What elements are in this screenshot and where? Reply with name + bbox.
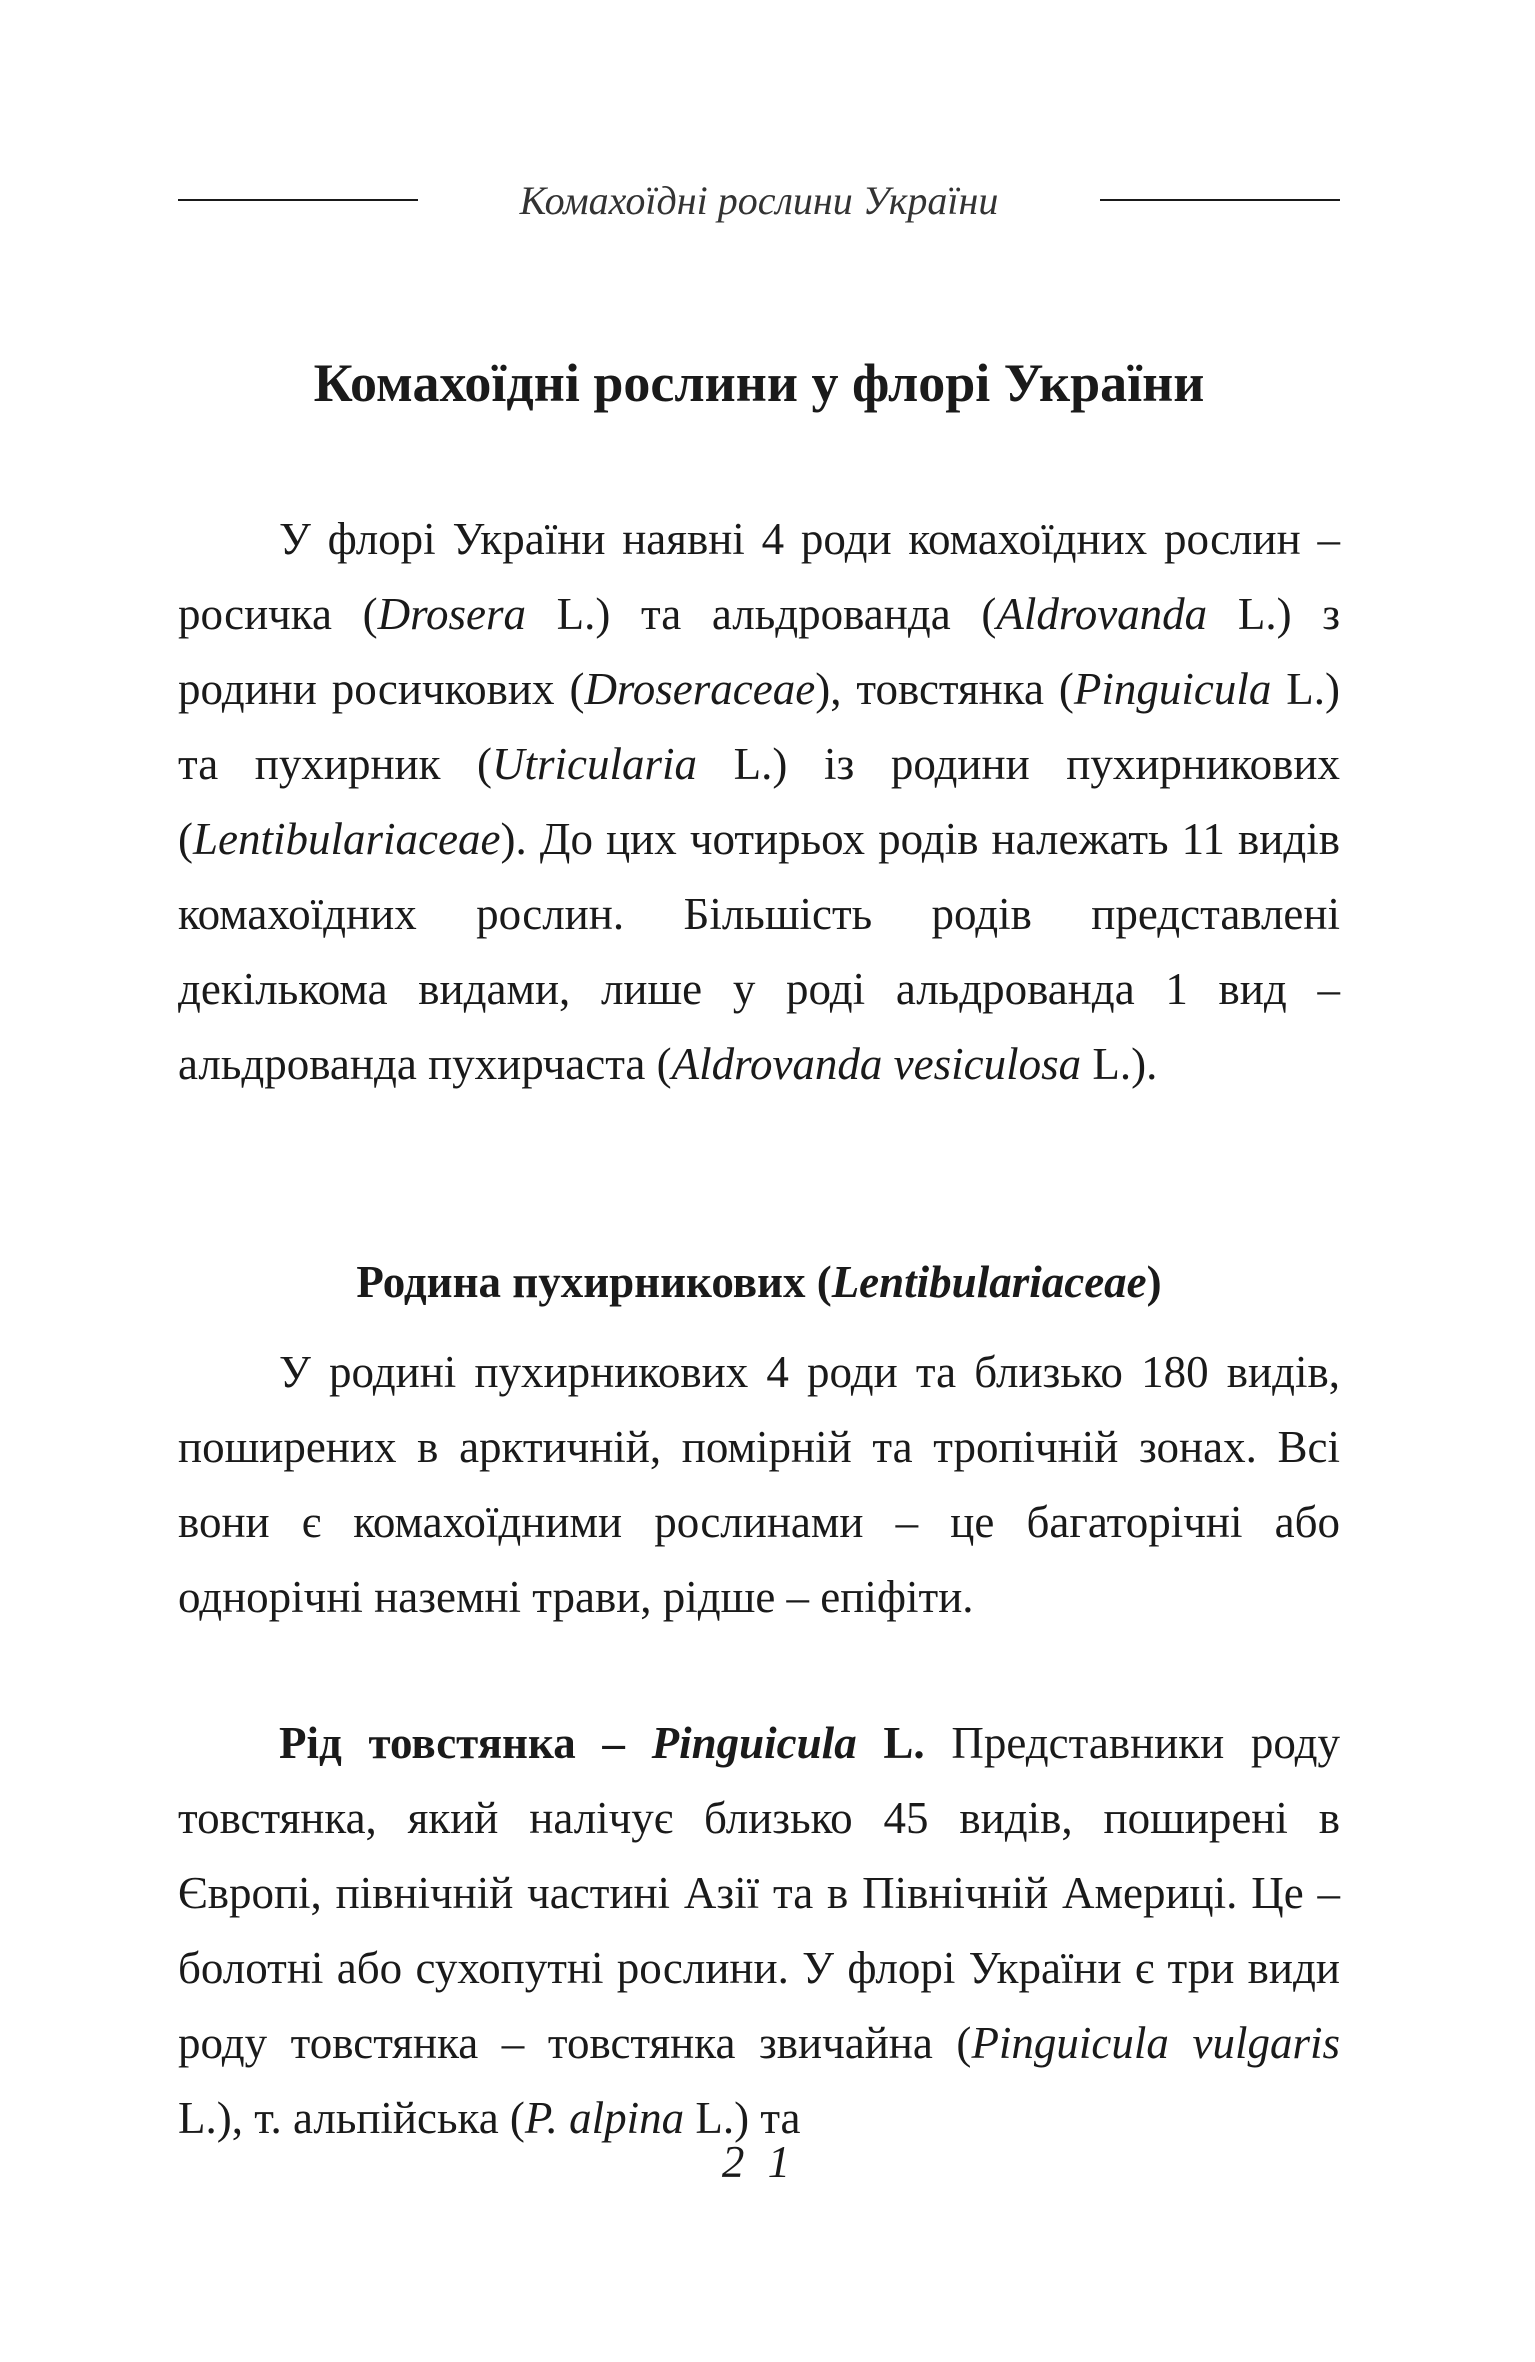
text-run: L.) та пухирник (	[178, 664, 1340, 789]
paragraph-family	[178, 1335, 1340, 1635]
text-run: L.) із родини пухирникових (	[178, 739, 1340, 864]
run-in-text: Рід товстянка –	[279, 1718, 652, 1768]
latin-name: P. alpina	[524, 2093, 685, 2143]
text-run: Представники роду товстянка, який налічує близько 45 видів, поширені в Європі, північній частині Азії та в Північній Америці. Це – болотні або сухопутні рослини. У флорі України є три види роду товстянка – товстянка звичайна (	[178, 1718, 1341, 2068]
page-number: 2 1	[721, 2137, 797, 2187]
text-run: ), товстянка (	[815, 664, 1074, 714]
latin-name: Aldrovanda	[996, 589, 1208, 639]
running-title: Комахоїдні рослини України	[519, 177, 999, 223]
heading-text: Родина пухирникових (	[356, 1257, 832, 1307]
page-title: Комахоїдні рослини у флорі України	[313, 353, 1205, 413]
latin-name: Drosera	[377, 589, 526, 639]
text-run: ). До цих чотирьох родів належать 11 видів комахоїдних рослин. Більшість родів представлені декількома видами, лише у роді альдрованда 1 вид – альдрованда пухирчаста (	[178, 814, 1340, 1089]
paragraph-intro	[178, 502, 1340, 1102]
latin-name: Pinguicula	[651, 1718, 857, 1768]
heading-text: )	[1146, 1257, 1162, 1307]
paragraph-genus	[178, 1706, 1340, 2156]
running-header	[178, 172, 1340, 228]
text-run: У флорі України наявні 4 роди комахоїдних рослин – росичка (	[178, 514, 1340, 639]
run-in-heading	[279, 1718, 925, 1768]
text-run: L.), т. альпійська (	[178, 2093, 525, 2143]
latin-name: Lentibulariaceae	[193, 814, 501, 864]
heading-latin-name: Lentibulariaceae	[831, 1257, 1147, 1307]
paragraph-intro-text	[178, 502, 1340, 1102]
latin-name: Pinguicula vulgaris	[971, 2018, 1340, 2068]
header-rule-right	[1100, 199, 1340, 201]
text-run: L.) та альдрованда (	[525, 589, 997, 639]
latin-name: Pinguicula	[1073, 664, 1272, 714]
paragraph-family-text: У родині пухирникових 4 роди та близько 180 видів, поширених в арктичній, помірній та тропічній зонах. Всі вони є комахоїдними рослинами – це багаторічні або однорічні наземні трави, рідше – епіфіти.	[178, 1347, 1340, 1622]
latin-name: Utricularia	[492, 739, 698, 789]
text-run: L.) та	[684, 2093, 801, 2143]
text-run: L.).	[1081, 1039, 1158, 1089]
paragraph-genus-text	[178, 1706, 1340, 2156]
latin-name: Aldrovanda vesiculosa	[671, 1039, 1082, 1089]
run-in-text: L.	[856, 1718, 925, 1768]
section-heading	[178, 1247, 1340, 1317]
text-run: L.) з родини росичкових (	[178, 589, 1341, 714]
latin-name: Droseraceae	[584, 664, 816, 714]
header-rule-left	[178, 199, 418, 201]
